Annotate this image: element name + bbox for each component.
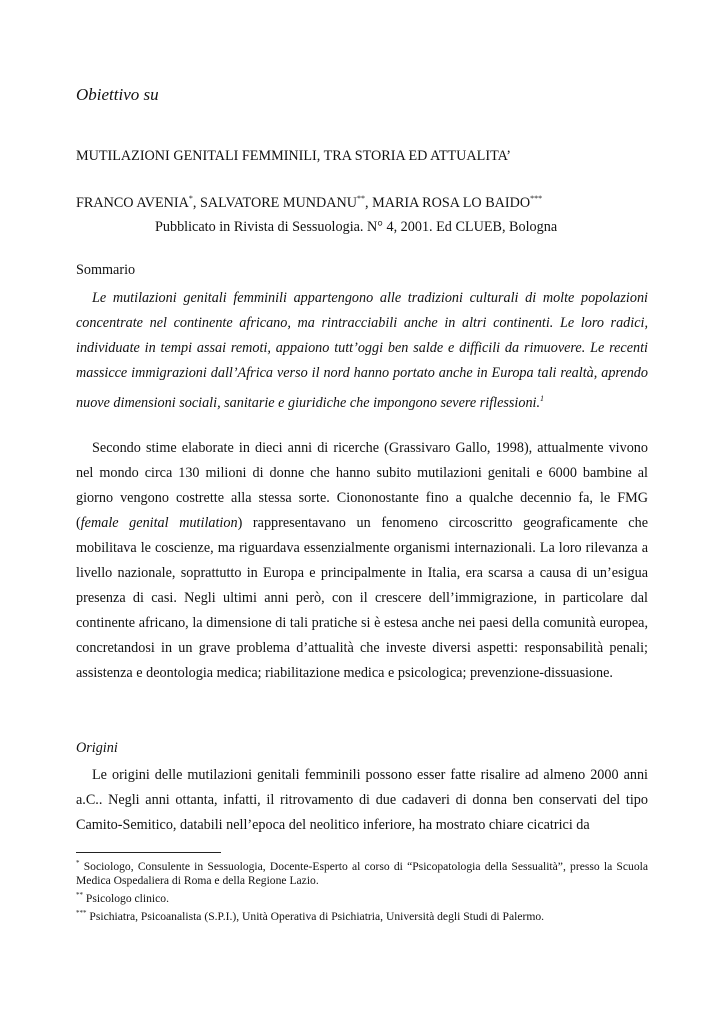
footnote-3-text: Psichiatra, Psicoanalista (S.P.I.), Unità Operativa di Psichiatria, Università degli Studi di Palermo. [86,910,545,923]
author-3: , MARIA ROSA LO BAIDO [364,195,531,211]
body-paragraph-2 [76,763,648,838]
summary-text [76,286,648,416]
footnote-divider [76,852,221,853]
footnote-1-mark: * [76,859,80,867]
author-3-mark: *** [530,194,543,203]
paragraph1-part-a: Secondo stime elaborate in dieci anni di ricerche (Grassivaro Gallo, 1998), attualmente vivono nel mondo circa 130 milioni di donne che hanno subito mutilazioni genitali e 6000 bambine al giorno vengono costrette alla stessa sorte. Ciononostante fino a qualche decennio fa, le FMG ( [76,440,648,531]
origins-heading: Origini [76,740,118,756]
origins-text: Le origini delle mutilazioni genitali femminili possono esser fatte risalire ad almeno 2000 anni a.C.. Negli anni ottanta, infatti, il ritrovamento di due cadaveri di donna ben conservati del tipo Camito-Semitico, databili nell’epoca del neolitico inferiore, ha mostrato chiare cicatrici da [76,767,648,833]
footnote-2 [76,888,648,906]
author-line [76,194,542,212]
body-paragraph-1 [76,436,648,686]
author-1: FRANCO AVENIA [76,195,189,211]
footnote-2-mark: ** [76,891,83,899]
article-title: MUTILAZIONI GENITALI FEMMINILI, TRA STORIA ED ATTUALITA’ [76,148,511,164]
footnote-reference: 1 [540,394,545,403]
publication-info: Pubblicato in Rivista di Sessuologia. N° 4, 2001. Ed CLUEB, Bologna [155,219,558,235]
author-2: , SALVATORE MUNDANU [192,195,357,211]
footnote-3-mark: *** [76,909,87,917]
footnote-1-text: Sociologo, Consulente in Sessuologia, Docente-Esperto al corso di “Psicopatologia della Sessualità”, presso la Scuola Medica Ospedaliera di Roma e della Regione Lazio. [76,860,648,887]
paragraph1-part-b: ) rappresentavano un fenomeno circoscritto geograficamente che mobilitava le coscienze, ma riguardava essenzialmente organismi internazionali. La loro rilevanza a livello nazionale, soprattutto in Europa e principalmente in Italia, era scarsa a causa di un’esigua presenza di casi. Negli ultimi anni però, con il crescere dell’immigrazione, in particolare dal continente africano, la dimensione di tali pratiche si è estesa anche nei paesi della comunità europea, concretandosi in un grave problema d’attualità che investe diversi aspetti: responsabilità penali; assistenza e deontologia medica; riabilitazione medica e psicologica; prevenzione-dissuasione. [76,515,648,681]
summary-body: Le mutilazioni genitali femminili appartengono alle tradizioni culturali di molte popolazioni concentrate nel continente africano, ma rintracciabili anche in altri continenti. Le loro radici, individuate in tempi assai remoti, appaiono tutt’oggi ben salde e difficili da rimuovere. Le recenti massicce immigrazioni dall’Africa verso il nord hanno portato anche in Europa tali realtà, aprendo nuove dimensioni sociali, sanitarie e giuridiche che impongono severe riflessioni. [76,290,648,411]
author-2-mark: ** [356,194,365,203]
summary-label: Sommario [76,262,136,278]
footnote-3 [76,906,648,924]
paragraph1-italic-term: female genital mutilation [80,515,238,531]
footnote-2-text: Psicologo clinico. [83,892,169,905]
footnotes [76,856,648,924]
footnote-1 [76,856,648,888]
author-1-mark: * [188,194,193,203]
section-kicker: Obiettivo su [76,85,159,104]
